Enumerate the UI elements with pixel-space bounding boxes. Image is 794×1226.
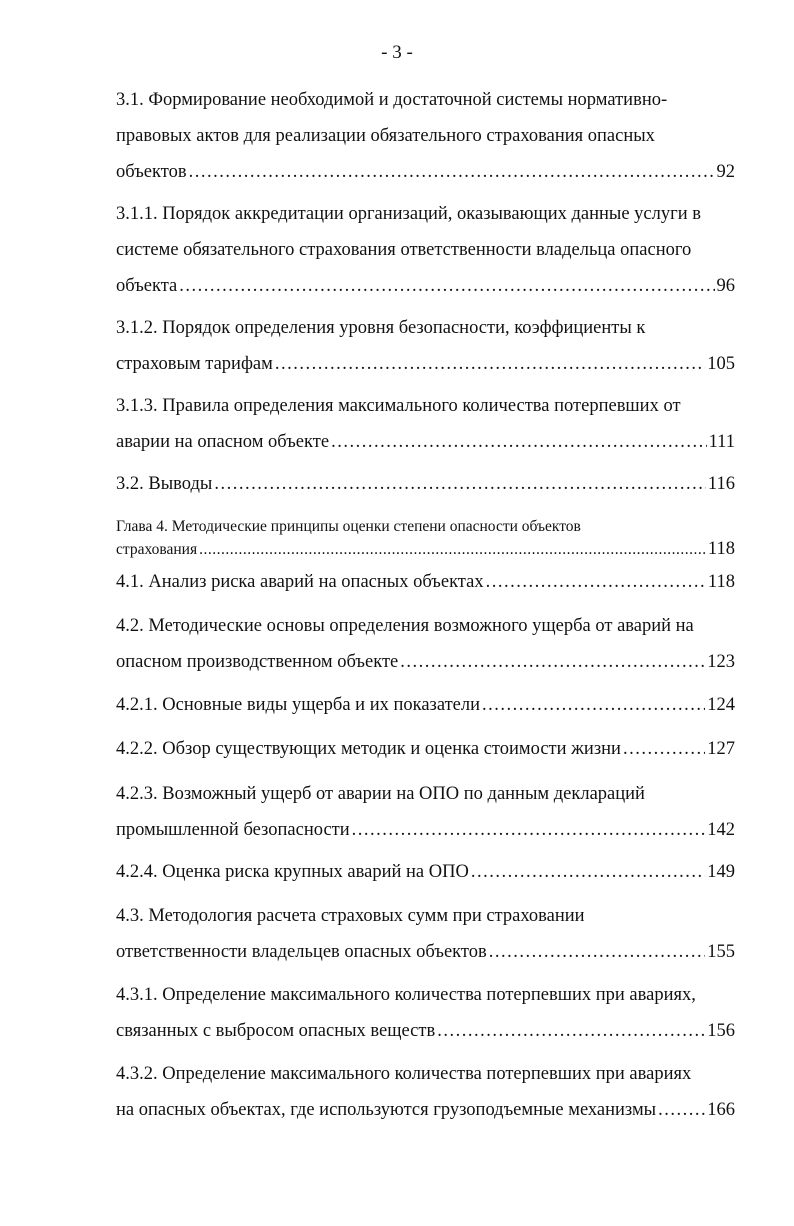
toc-entry-3-1-1: [116, 196, 735, 304]
toc-line: 3.1.3. Правила определения максимального количества потерпевших от: [116, 396, 681, 416]
dot-leader: [214, 466, 706, 502]
dot-leader: [331, 424, 707, 460]
toc-leader-line: [116, 812, 735, 848]
toc-entry-4-3: [116, 898, 735, 970]
toc-title-tail: опасном производственном объекте: [116, 652, 399, 672]
toc-page-number: 156: [707, 1021, 735, 1041]
toc-line: 4.2.3. Возможный ущерб от аварии на ОПО по данным деклараций: [116, 784, 645, 804]
toc-leader-line: [116, 1092, 735, 1128]
toc-entry-4-2-2: [116, 731, 735, 767]
toc-leader-line: [116, 564, 735, 600]
toc-leader-line: [116, 731, 735, 767]
toc-line: 3.1.2. Порядок определения уровня безопасности, коэффициенты к: [116, 318, 646, 338]
page-number: - 3 -: [381, 42, 413, 63]
toc-title-tail: аварии на опасном объекте: [116, 432, 330, 452]
toc-page-number: 149: [707, 862, 735, 882]
toc-title-tail: ответственности владельцев опасных объектов: [116, 942, 487, 962]
toc-title-tail: объекта: [116, 276, 178, 296]
dot-leader: [658, 1092, 705, 1128]
dot-leader: [352, 812, 706, 848]
toc-entry-3-1: [116, 82, 735, 190]
dot-leader: [275, 346, 705, 382]
dot-leader: [471, 854, 705, 890]
toc-leader-line: [116, 346, 735, 382]
toc-entry-4-2: [116, 608, 735, 680]
toc-title-tail: объектов: [116, 162, 187, 182]
toc-title-tail: связанных с выбросом опасных веществ: [116, 1021, 436, 1041]
toc-title-tail: 4.1. Анализ риска аварий на опасных объектах: [116, 572, 484, 592]
toc-page-number: 123: [707, 652, 735, 672]
toc-leader-line: [116, 854, 735, 890]
dot-leader: [400, 644, 705, 680]
toc-entry-4-2-4: [116, 854, 735, 890]
toc-leader-line: [116, 424, 735, 460]
dot-leader: [482, 687, 705, 723]
toc-leader-line: [116, 644, 735, 680]
toc-entry-3-1-3: [116, 388, 735, 460]
toc-entry-3-1-2: [116, 310, 735, 382]
toc-leader-line: [116, 154, 735, 190]
toc-page-number: 96: [716, 276, 735, 296]
toc-line: системе обязательного страхования ответственности владельца опасного: [116, 240, 692, 260]
toc-leader-line: [116, 687, 735, 723]
toc-leader-line: [116, 934, 735, 970]
toc-line: 4.3. Методология расчета страховых сумм при страховании: [116, 906, 585, 926]
toc-line: правовых актов для реализации обязательного страхования опасных: [116, 126, 655, 146]
toc-title-tail: 4.2.1. Основные виды ущерба и их показатели: [116, 695, 481, 715]
toc-page-number: 166: [707, 1100, 735, 1120]
dot-leader: [486, 564, 706, 600]
toc-page-number: 142: [707, 820, 735, 840]
toc-entry-4-2-3: [116, 776, 735, 848]
toc-page-number: 111: [708, 432, 735, 452]
toc-page-number: 105: [707, 354, 735, 374]
toc-leader-line: [116, 1013, 735, 1049]
toc-entry-3-2: [116, 466, 735, 502]
toc-entry-4-2-1: [116, 687, 735, 723]
toc-title-tail: на опасных объектах, где используются грузоподъемные механизмы: [116, 1100, 657, 1120]
toc-title-tail: страховым тарифам: [116, 354, 273, 374]
toc-line: Глава 4. Методические принципы оценки степени опасности объектов: [116, 518, 581, 535]
toc-title-tail: страхования: [116, 541, 198, 558]
toc-title-tail: промышленной безопасности: [116, 820, 350, 840]
toc-line: 4.3.1. Определение максимального количества потерпевших при авариях,: [116, 985, 696, 1005]
toc-title-tail: 4.2.2. Обзор существующих методик и оценка стоимости жизни: [116, 739, 621, 759]
toc-entry-4-3-1: [116, 977, 735, 1049]
toc-line: 4.3.2. Определение максимального количества потерпевших при авариях: [116, 1064, 692, 1084]
dot-leader: [179, 268, 714, 304]
toc-page-number: 124: [707, 695, 735, 715]
toc-line: 4.2. Методические основы определения возможного ущерба от аварий на: [116, 616, 694, 636]
dot-leader: [623, 731, 705, 767]
toc-title-tail: 4.2.4. Оценка риска крупных аварий на ОПО: [116, 862, 469, 882]
toc-line: 3.1. Формирование необходимой и достаточной системы нормативно-: [116, 90, 668, 110]
toc-leader-line: [116, 268, 735, 304]
dot-leader: [437, 1013, 705, 1049]
toc-page-number: 92: [716, 162, 735, 182]
dot-leader: [489, 934, 706, 970]
toc-entry-chapter-4: [116, 516, 735, 560]
toc-entry-4-3-2: [116, 1056, 735, 1128]
toc-page-number: 116: [707, 474, 735, 494]
toc-page-number: 155: [707, 942, 735, 962]
dot-leader: [189, 154, 715, 190]
toc-page-number: 118: [707, 572, 735, 592]
toc-page-number: 127: [707, 739, 735, 759]
toc-leader-line: [116, 466, 735, 502]
toc-title-tail: 3.2. Выводы: [116, 474, 213, 494]
toc-leader-line: [116, 538, 735, 560]
dot-leader: [199, 539, 706, 561]
toc-line: 3.1.1. Порядок аккредитации организаций, оказывающих данные услуги в: [116, 204, 701, 224]
toc-page-number: 118: [707, 539, 735, 559]
toc-entry-4-1: [116, 564, 735, 600]
